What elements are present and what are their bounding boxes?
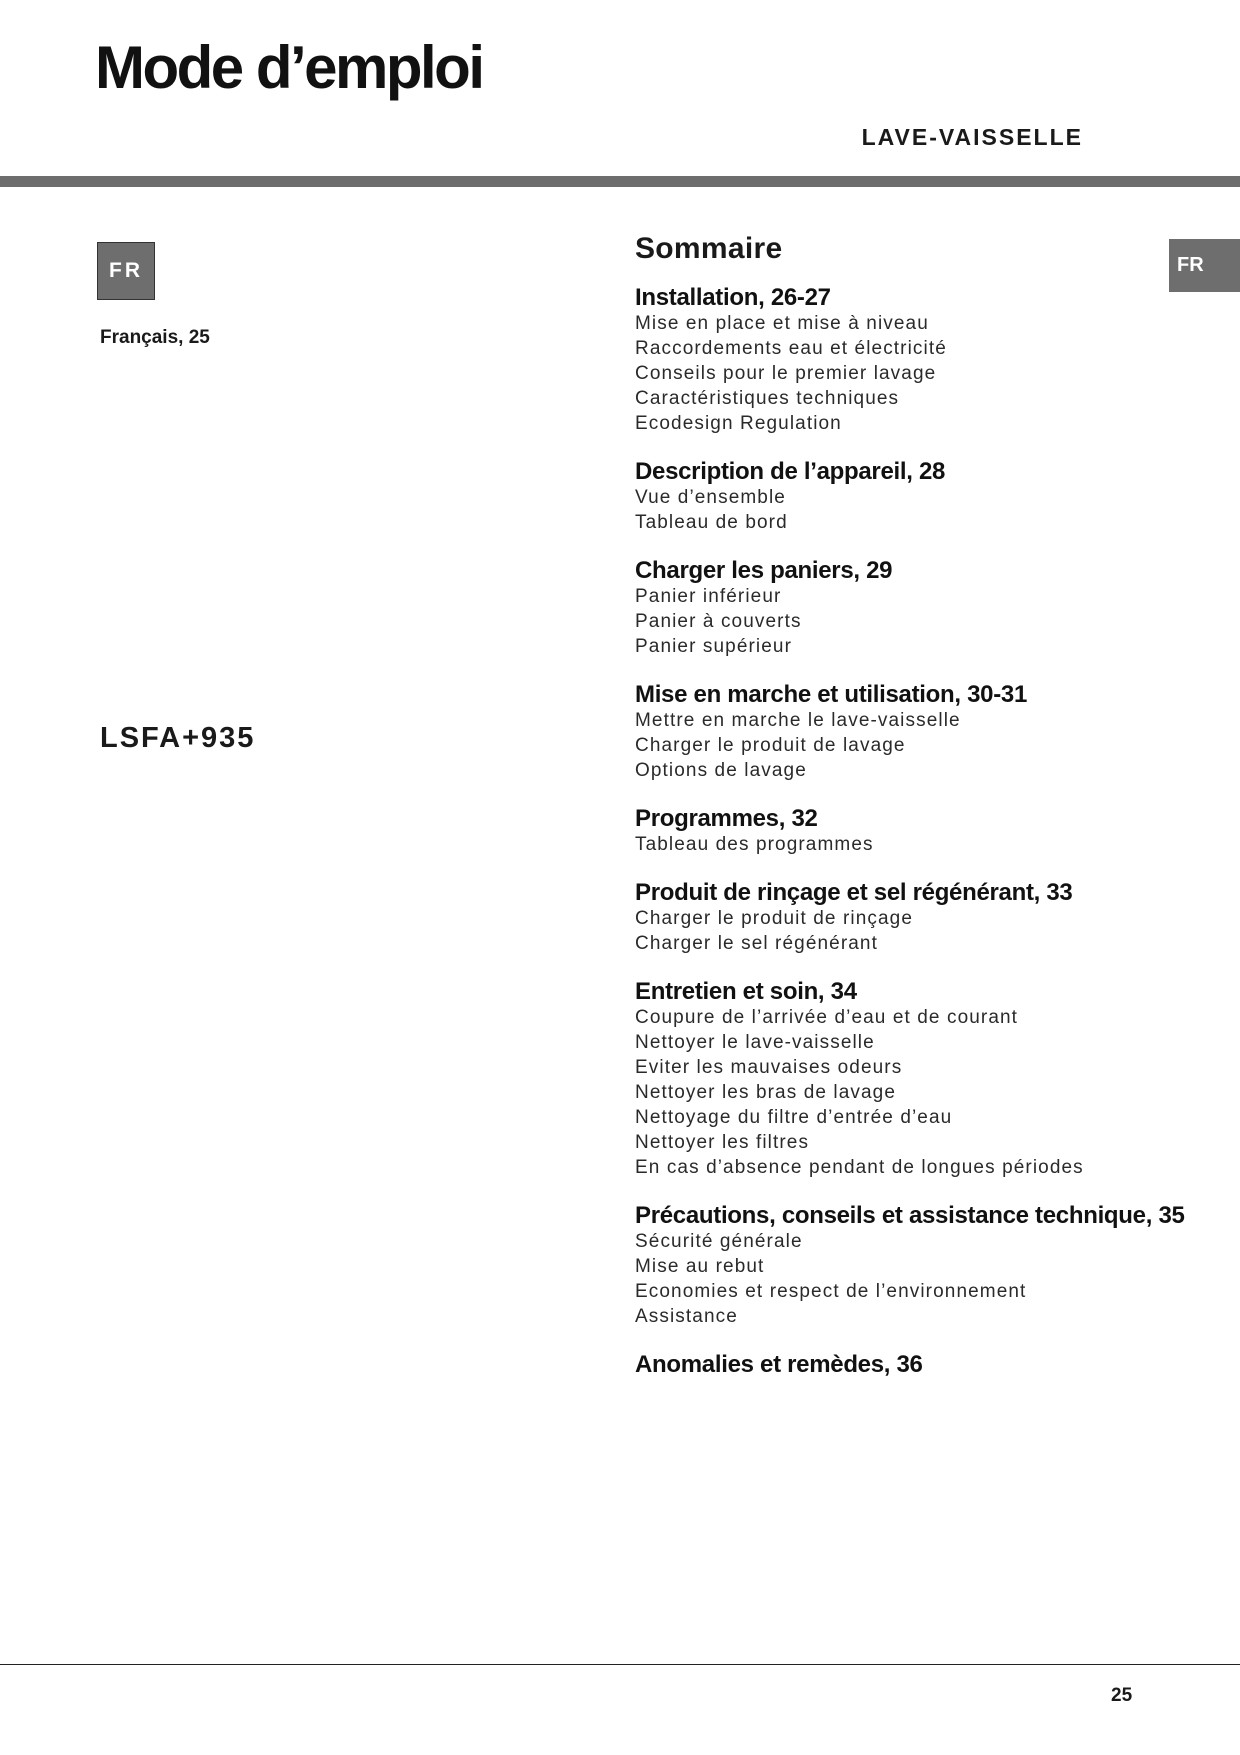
toc-section-title: Charger les paniers, 29 <box>635 557 893 584</box>
toc-item: Tableau des programmes <box>635 834 874 855</box>
table-of-contents <box>635 232 1195 1401</box>
toc-item: En cas d’absence pendant de longues périodes <box>635 1157 1084 1178</box>
toc-section-title: Mise en marche et utilisation, 30-31 <box>635 681 1028 708</box>
toc-item: Assistance <box>635 1306 738 1327</box>
toc-item: Tableau de bord <box>635 512 788 533</box>
toc-section <box>635 682 1195 783</box>
toc-item-list <box>635 1005 1195 1180</box>
toc-item: Vue d’ensemble <box>635 487 786 508</box>
toc-item: Panier supérieur <box>635 636 793 657</box>
toc-item: Nettoyage du filtre d’entrée d’eau <box>635 1107 953 1128</box>
toc-section-title: Anomalies et remèdes, 36 <box>635 1351 923 1378</box>
header-divider <box>0 176 1240 187</box>
toc-item: Conseils pour le premier lavage <box>635 363 937 384</box>
language-side-tab: FR <box>1169 239 1240 292</box>
toc-item-list <box>635 485 1195 535</box>
toc-item: Charger le produit de lavage <box>635 735 906 756</box>
toc-item: Nettoyer le lave-vaisselle <box>635 1032 875 1053</box>
toc-item-list <box>635 311 1195 436</box>
toc-section <box>635 1352 1195 1378</box>
language-reference: Français, 25 <box>100 327 210 348</box>
toc-section-title: Description de l’appareil, 28 <box>635 458 946 485</box>
toc-item-list <box>635 906 1195 956</box>
toc-item: Charger le sel régénérant <box>635 933 878 954</box>
toc-section <box>635 979 1195 1180</box>
toc-heading: Sommaire <box>635 232 783 265</box>
toc-section-title: Installation, 26-27 <box>635 284 831 311</box>
toc-item: Eviter les mauvaises odeurs <box>635 1057 903 1078</box>
toc-item: Panier inférieur <box>635 586 782 607</box>
toc-item-list <box>635 708 1195 783</box>
toc-item: Mettre en marche le lave-vaisselle <box>635 710 961 731</box>
toc-item: Charger le produit de rinçage <box>635 908 913 929</box>
toc-item: Economies et respect de l’environnement <box>635 1281 1027 1302</box>
footer-divider <box>0 1664 1240 1665</box>
toc-section-title: Précautions, conseils et assistance technique, 35 <box>635 1202 1185 1229</box>
toc-item-list <box>635 1229 1195 1329</box>
toc-section-title: Produit de rinçage et sel régénérant, 33 <box>635 879 1073 906</box>
toc-section <box>635 285 1195 436</box>
toc-item-list <box>635 584 1195 659</box>
toc-item: Options de lavage <box>635 760 807 781</box>
toc-item: Sécurité générale <box>635 1231 803 1252</box>
toc-section-title: Entretien et soin, 34 <box>635 978 857 1005</box>
toc-item: Caractéristiques techniques <box>635 388 900 409</box>
toc-section <box>635 558 1195 659</box>
toc-section <box>635 806 1195 857</box>
toc-item: Raccordements eau et électricité <box>635 338 947 359</box>
model-number: LSFA+935 <box>100 722 256 754</box>
toc-section <box>635 459 1195 535</box>
page-title: Mode d’emploi <box>95 34 483 101</box>
product-type: LAVE-VAISSELLE <box>861 124 1083 150</box>
toc-section-title: Programmes, 32 <box>635 805 818 832</box>
language-badge: FR <box>97 242 155 300</box>
toc-item: Mise en place et mise à niveau <box>635 313 929 334</box>
toc-item: Coupure de l’arrivée d’eau et de courant <box>635 1007 1019 1028</box>
toc-section <box>635 1203 1195 1329</box>
page-number: 25 <box>1111 1685 1133 1706</box>
toc-item: Ecodesign Regulation <box>635 413 842 434</box>
toc-section <box>635 880 1195 956</box>
toc-item: Nettoyer les bras de lavage <box>635 1082 896 1103</box>
toc-item: Panier à couverts <box>635 611 802 632</box>
toc-item: Mise au rebut <box>635 1256 765 1277</box>
toc-item: Nettoyer les filtres <box>635 1132 810 1153</box>
toc-sections <box>635 285 1195 1378</box>
toc-item-list <box>635 832 1195 857</box>
